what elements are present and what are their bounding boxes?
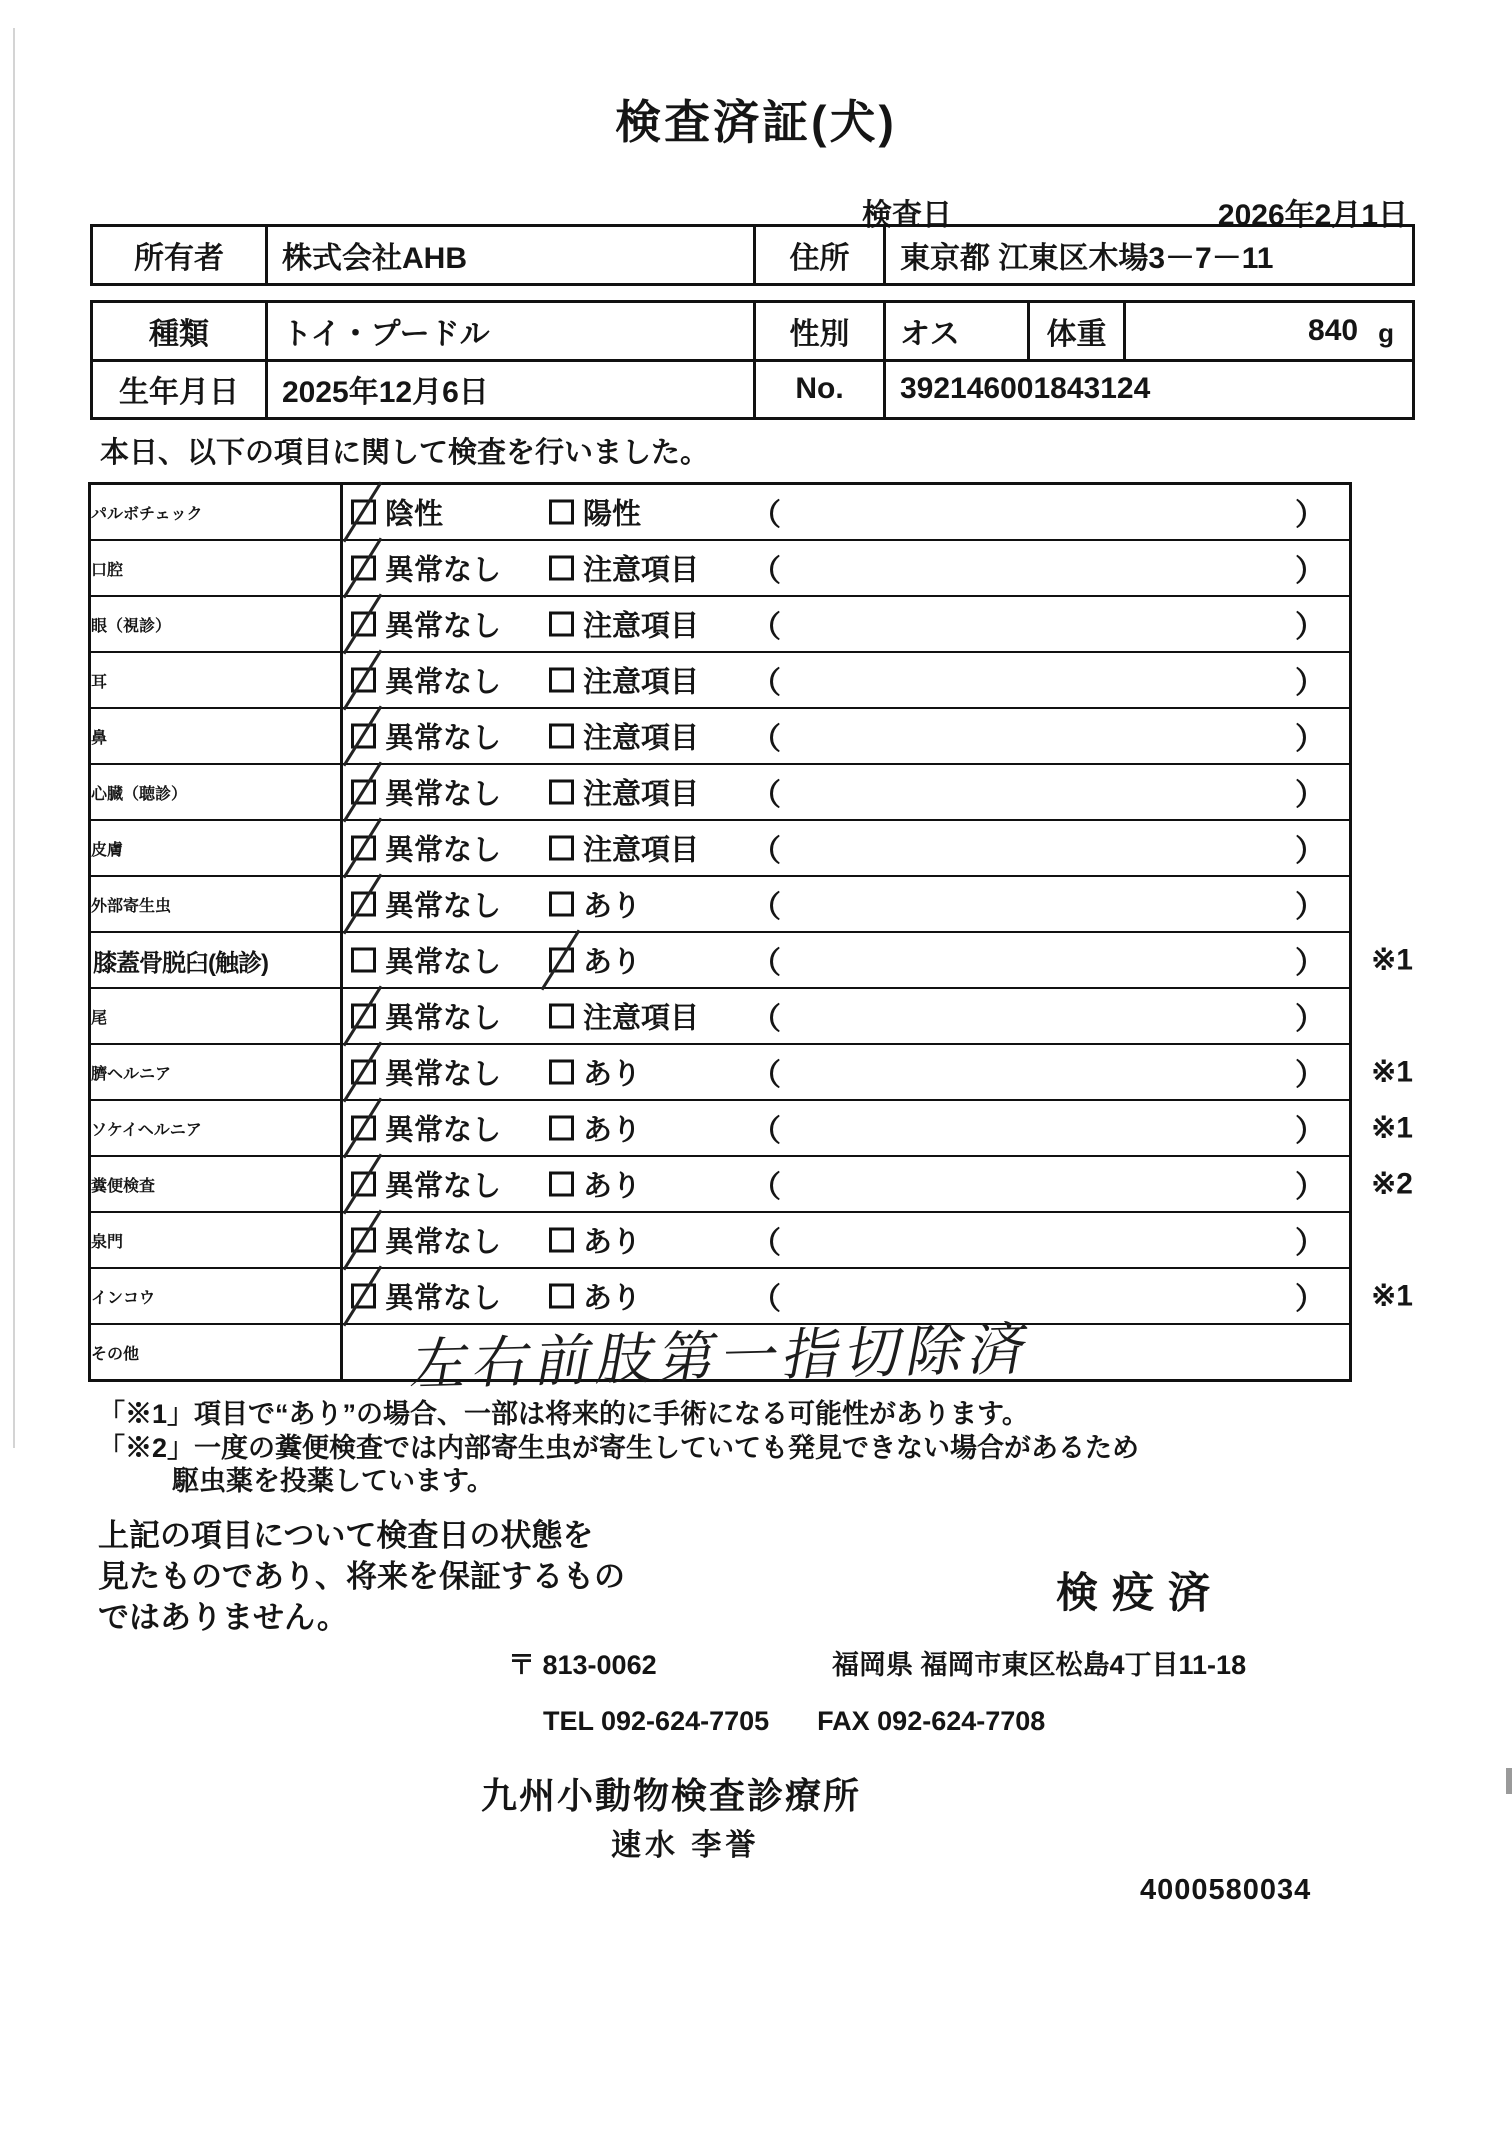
row-content-cell — [343, 1157, 1413, 1211]
option1-label: 異常なし — [385, 778, 502, 811]
option2-label: 注意項目 — [583, 722, 700, 755]
inspection-row — [91, 707, 1349, 763]
checkmark-slash — [343, 1154, 383, 1215]
row-footnote-mark: ※1 — [1371, 1055, 1413, 1089]
row-label: 泉門 — [91, 1233, 124, 1251]
remark-paren-open: （ — [751, 1003, 781, 1036]
row-label: 膝蓋骨脱臼(触診) — [93, 949, 268, 977]
option2-label: あり — [583, 1114, 642, 1147]
remark-paren-open: （ — [751, 555, 781, 588]
row-label-cell — [91, 1157, 343, 1211]
no-label: No. — [753, 362, 883, 418]
weight-unit: g — [1378, 318, 1394, 349]
checkbox-option2 — [549, 612, 574, 637]
disclaimer-line-2: 見たものであり、将来を保証するもの — [98, 1559, 625, 1594]
option2-label: あり — [583, 1058, 642, 1091]
option2-label: あり — [583, 890, 642, 923]
remark-paren-open: （ — [751, 779, 781, 812]
species-row — [93, 303, 1412, 359]
sex-value: オス — [883, 303, 1027, 359]
remark-paren-close: ） — [1295, 555, 1325, 588]
checkmark-slash — [343, 986, 383, 1047]
option2-label: 陽性 — [583, 498, 642, 531]
birth-value: 2025年12月6日 — [265, 362, 753, 418]
clinic-tel-fax — [543, 1706, 1045, 1737]
option1-label: 異常なし — [385, 1002, 502, 1035]
birth-label: 生年月日 — [119, 376, 239, 410]
row-footnote-mark: ※2 — [1371, 1167, 1413, 1201]
checkbox-option2 — [549, 668, 574, 693]
row-label-cell — [91, 877, 343, 931]
checkbox-option2 — [549, 892, 574, 917]
row-label: 臍ヘルニア — [91, 1065, 172, 1083]
footnote-2: 「※2」一度の糞便検査では内部寄生虫が寄生していても発見できない場合があるため — [98, 1433, 1140, 1463]
inspection-row — [91, 539, 1349, 595]
inspection-row — [91, 1316, 1349, 1397]
row-content-cell — [343, 709, 1349, 763]
inspection-row — [91, 763, 1349, 819]
remark-paren-close: ） — [1295, 499, 1325, 532]
remark-paren-open: （ — [751, 1283, 781, 1316]
option1-label: 異常なし — [385, 1282, 502, 1315]
inspection-table — [88, 482, 1413, 1397]
checkmark-slash — [343, 706, 383, 767]
remark-paren-close: ） — [1295, 779, 1325, 812]
checkbox-option2 — [549, 1228, 574, 1253]
option1-label: 陰性 — [385, 498, 444, 531]
option1-label: 異常なし — [385, 834, 502, 867]
checkbox-option1 — [351, 948, 376, 973]
row-content-cell — [343, 821, 1349, 875]
checkbox-option2 — [549, 1060, 574, 1085]
row-content-cell — [343, 1316, 1349, 1397]
row-label-cell — [91, 933, 343, 987]
inspection-row — [91, 1155, 1413, 1211]
disclaimer-line-3: ではありません。 — [98, 1600, 348, 1635]
option2-label: 注意項目 — [583, 666, 700, 699]
row-label: 糞便検査 — [91, 1177, 156, 1195]
checkmark-slash — [343, 762, 383, 823]
option2-label: 注意項目 — [583, 1002, 700, 1035]
row-label-cell — [91, 821, 343, 875]
row-content-cell — [343, 1101, 1413, 1155]
exam-date-value: 2026年2月1日 — [1217, 199, 1408, 232]
inspection-row — [91, 1099, 1413, 1155]
remark-paren-close: ） — [1295, 1171, 1325, 1204]
checkmark-slash — [343, 1098, 383, 1159]
remark-paren-close: ） — [1295, 723, 1325, 756]
remark-paren-close: ） — [1295, 667, 1325, 700]
footnote-1: 「※1」項目で“あり”の場合、一部は将来的に手術になる可能性があります。 — [98, 1399, 1029, 1429]
row-label: 眼（視診） — [91, 617, 172, 635]
remark-paren-open: （ — [751, 947, 781, 980]
remark-paren-open: （ — [751, 611, 781, 644]
row-content-cell — [343, 597, 1349, 651]
option1-label: 異常なし — [385, 946, 502, 979]
row-footnote-mark: ※1 — [1371, 1279, 1413, 1313]
remark-paren-close: ） — [1295, 1283, 1325, 1316]
pet-info-table — [90, 300, 1415, 420]
inspection-row — [91, 819, 1349, 875]
checkbox-option2 — [549, 1004, 574, 1029]
row-label-cell — [91, 1045, 343, 1099]
option2-label: あり — [583, 1226, 642, 1259]
option2-label: あり — [583, 1282, 642, 1315]
exam-date-label: 検査日 — [862, 199, 952, 232]
option1-label: 異常なし — [385, 666, 502, 699]
row-footnote-mark: ※1 — [1371, 943, 1413, 977]
row-label: 耳 — [91, 673, 108, 691]
row-footnote-mark: ※1 — [1371, 1111, 1413, 1145]
inspection-row — [91, 1211, 1349, 1267]
inspection-row — [91, 651, 1349, 707]
remark-paren-open: （ — [751, 723, 781, 756]
row-label-cell — [91, 1213, 343, 1267]
remark-paren-close: ） — [1295, 611, 1325, 644]
row-content-cell — [343, 989, 1349, 1043]
scan-edge-tick — [1506, 1768, 1512, 1794]
checkbox-option2 — [549, 724, 574, 749]
weight-label: 体重 — [1027, 303, 1123, 359]
option1-label: 異常なし — [385, 722, 502, 755]
row-label: 尾 — [91, 1009, 108, 1027]
checkbox-option2 — [549, 1284, 574, 1309]
remark-paren-open: （ — [751, 835, 781, 868]
row-label-cell — [91, 485, 343, 539]
row-label: 皮膚 — [91, 841, 124, 859]
inspection-row — [91, 875, 1349, 931]
option1-label: 異常なし — [385, 554, 502, 587]
scan-edge-artifact — [13, 28, 15, 1448]
checkmark-slash — [343, 818, 383, 879]
remark-paren-close: ） — [1295, 1003, 1325, 1036]
disclaimer-line-1: 上記の項目について検査日の状態を — [98, 1518, 594, 1553]
option2-label: あり — [583, 1170, 642, 1203]
clinic-fax: FAX 092-624-7708 — [817, 1706, 1046, 1736]
handwritten-note: 左右前肢第一指切除済 — [406, 1316, 1039, 1397]
option2-label: 注意項目 — [583, 610, 700, 643]
row-content-cell — [343, 765, 1349, 819]
remark-paren-open: （ — [751, 1171, 781, 1204]
option2-label: 注意項目 — [583, 834, 700, 867]
checkbox-option2 — [549, 780, 574, 805]
row-label-cell — [91, 1101, 343, 1155]
remark-paren-open: （ — [751, 891, 781, 924]
no-value: 392146001843124 — [883, 362, 1412, 418]
checkmark-slash — [343, 482, 383, 543]
checkmark-slash — [343, 594, 383, 655]
sex-label: 性別 — [753, 303, 883, 359]
row-label: 鼻 — [91, 729, 108, 747]
row-label: 口腔 — [91, 561, 124, 579]
species-value: トイ・プードル — [265, 303, 753, 359]
row-label-cell — [91, 541, 343, 595]
page-title: 検査済証(犬) — [615, 96, 897, 148]
checkbox-option2 — [549, 1116, 574, 1141]
row-content-cell — [343, 1213, 1349, 1267]
weight-value: 840 — [1308, 313, 1359, 347]
checkmark-slash — [343, 874, 383, 935]
inspection-row — [91, 1043, 1413, 1099]
row-label-cell — [91, 765, 343, 819]
remark-paren-close: ） — [1295, 1115, 1325, 1148]
remark-paren-open: （ — [751, 667, 781, 700]
row-content-cell — [343, 1045, 1413, 1099]
footnote-2-continued: 駆虫薬を投薬しています。 — [172, 1466, 494, 1496]
option2-label: 注意項目 — [583, 554, 700, 587]
option1-label: 異常なし — [385, 1170, 502, 1203]
row-content-cell — [343, 877, 1349, 931]
remark-paren-close: ） — [1295, 947, 1325, 980]
remark-paren-close: ） — [1295, 835, 1325, 868]
checkmark-slash — [541, 930, 581, 991]
row-content-cell — [343, 933, 1413, 987]
address-value: 東京都 江東区木場3－7－11 — [883, 227, 1412, 283]
remark-paren-close: ） — [1295, 1227, 1325, 1260]
owner-label: 所有者 — [134, 242, 224, 275]
disclaimer-text — [98, 1515, 625, 1638]
row-label: パルボチェック — [91, 505, 203, 523]
row-content-cell — [343, 653, 1349, 707]
checkmark-slash — [343, 1266, 383, 1327]
checkbox-option2 — [549, 836, 574, 861]
examiner-name: 速水 李誉 — [611, 1829, 760, 1862]
owner-table — [90, 224, 1415, 286]
address-label: 住所 — [753, 227, 883, 283]
remark-paren-close: ） — [1295, 891, 1325, 924]
inspection-row — [91, 595, 1349, 651]
row-label-cell — [91, 989, 343, 1043]
inspection-row — [91, 987, 1349, 1043]
row-label: ソケイヘルニア — [91, 1121, 202, 1139]
option1-label: 異常なし — [385, 1058, 502, 1091]
row-label-cell — [91, 1269, 343, 1323]
clinic-address: 福岡県 福岡市東区松島4丁目11-18 — [832, 1650, 1247, 1680]
checkbox-option2 — [549, 556, 574, 581]
option2-label: 注意項目 — [583, 778, 700, 811]
row-content-cell — [343, 485, 1349, 539]
checkbox-option2 — [549, 500, 574, 525]
row-label-cell — [91, 597, 343, 651]
remark-paren-close: ） — [1295, 1059, 1325, 1092]
option2-label: あり — [583, 946, 642, 979]
row-label-cell — [91, 653, 343, 707]
weight-value-cell — [1123, 303, 1412, 359]
intro-sentence: 本日、以下の項目に関して検査を行いました。 — [100, 437, 710, 469]
quarantine-stamp: 検疫済 — [1056, 1569, 1225, 1616]
row-label: 心臓（聴診） — [91, 785, 188, 803]
remark-paren-open: （ — [751, 1115, 781, 1148]
clinic-name: 九州小動物検査診療所 — [481, 1775, 862, 1816]
inspection-row — [91, 485, 1349, 539]
option1-label: 異常なし — [385, 890, 502, 923]
option1-label: 異常なし — [385, 1226, 502, 1259]
owner-value: 株式会社AHB — [265, 227, 753, 283]
checkmark-slash — [343, 1210, 383, 1271]
birth-row — [93, 359, 1412, 418]
remark-paren-open: （ — [751, 1059, 781, 1092]
checkbox-option2 — [549, 1172, 574, 1197]
species-label: 種類 — [149, 317, 209, 351]
clinic-postal-code: 〒 813-0062 — [508, 1650, 657, 1680]
remark-paren-open: （ — [751, 1227, 781, 1260]
checkmark-slash — [343, 1042, 383, 1103]
inspection-row — [91, 931, 1413, 987]
row-label: 外部寄生虫 — [91, 897, 172, 915]
clinic-tel: TEL 092-624-7705 — [543, 1706, 770, 1736]
row-label: インコウ — [91, 1289, 156, 1307]
owner-row — [93, 227, 1412, 283]
row-label-cell — [91, 709, 343, 763]
row-label: その他 — [91, 1345, 140, 1363]
option1-label: 異常なし — [385, 610, 502, 643]
checkmark-slash — [343, 538, 383, 599]
row-content-cell — [343, 541, 1349, 595]
document-number: 4000580034 — [1140, 1874, 1312, 1906]
row-label-cell — [91, 1325, 343, 1379]
remark-paren-open: （ — [751, 499, 781, 532]
option1-label: 異常なし — [385, 1114, 502, 1147]
checkmark-slash — [343, 650, 383, 711]
